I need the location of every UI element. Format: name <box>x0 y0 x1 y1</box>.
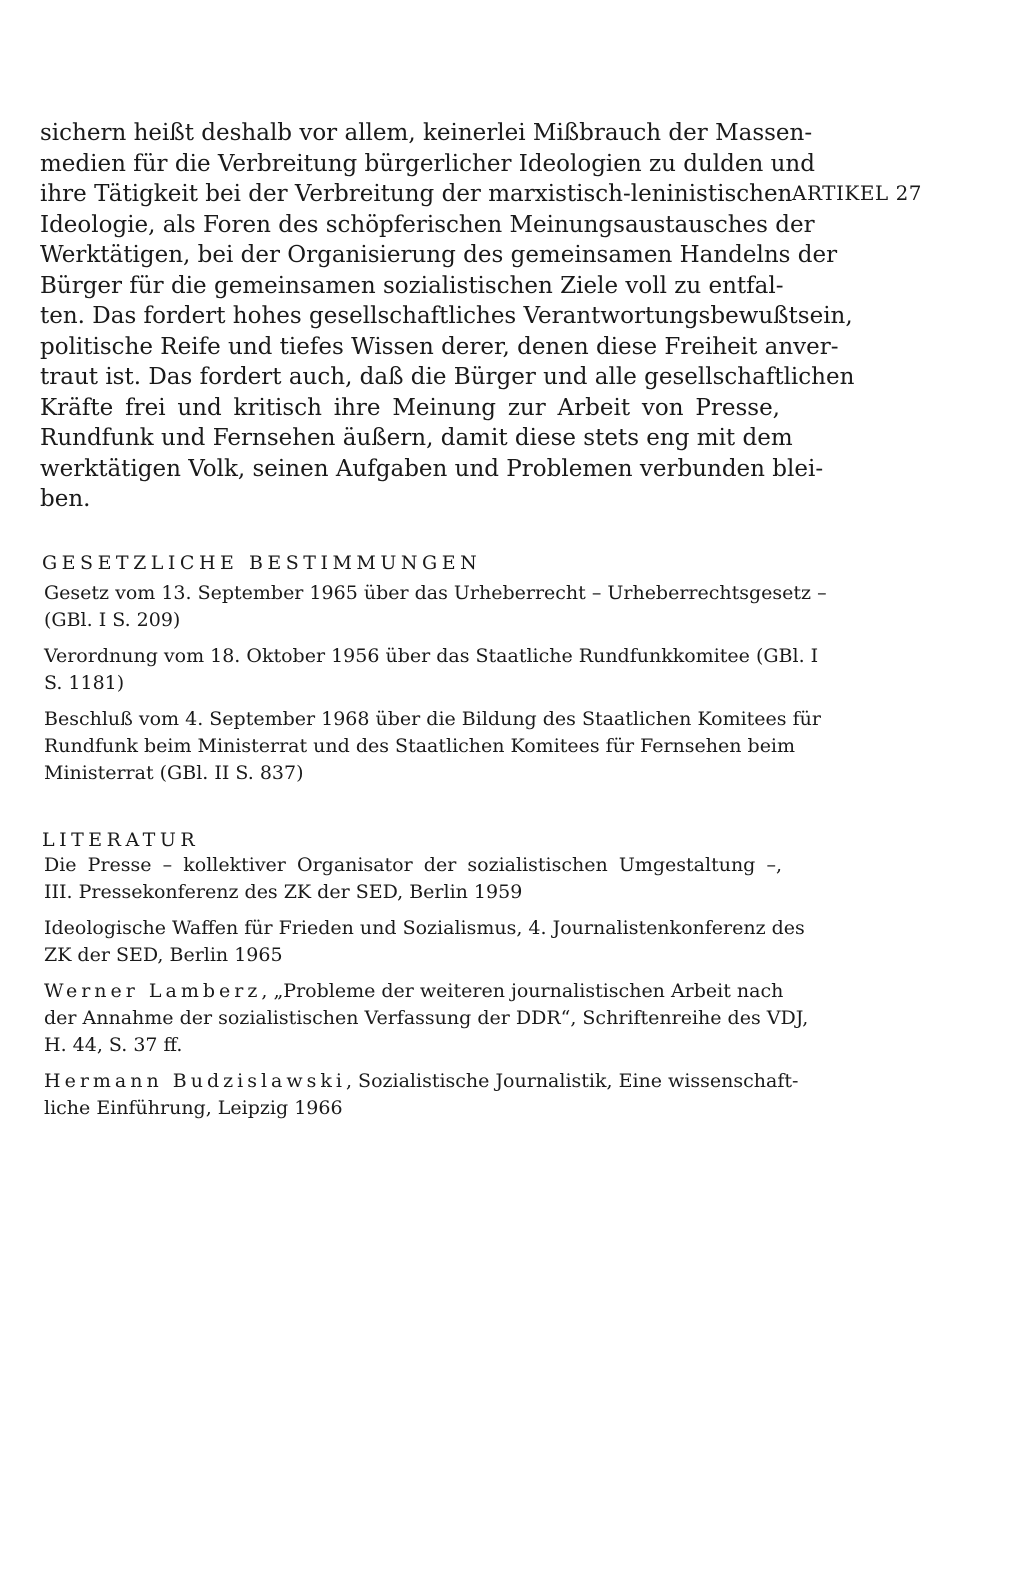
body-line: ihre Tätigkeit bei der Verbreitung der marxistisch-leninistischen <box>40 181 793 207</box>
reference-line: Beschluß vom 4. September 1968 über die Bildung des Staatlichen Komitees für <box>44 708 821 730</box>
reference-line <box>44 978 782 1005</box>
reference-text: , Sozialistische Journalistik, Eine wissenschaft- <box>345 1070 799 1092</box>
reference-line: S. 1181) <box>44 672 125 694</box>
body-line: sichern heißt deshalb vor allem, keinerlei Mißbrauch der Massen- <box>40 120 813 146</box>
author-name: Hermann Budzislawski <box>44 1070 346 1092</box>
reference-line <box>44 1068 799 1095</box>
legal-reference-entry <box>44 643 819 697</box>
author-name: Werner Lamberz <box>44 980 262 1002</box>
reference-line: Verordnung vom 18. Oktober 1956 über das Staatliche Rundfunkkomitee (GBl. I <box>44 645 819 667</box>
body-line: Rundfunk und Fernsehen äußern, damit diese stets eng mit dem <box>40 425 793 451</box>
reference-line: Rundfunk beim Ministerrat und des Staatlichen Komitees für Fernsehen beim <box>44 735 796 757</box>
heading-literatur: LITERATUR <box>42 829 200 851</box>
body-line: ben. <box>40 486 91 512</box>
legal-reference-entry <box>44 580 827 634</box>
literature-entry <box>44 1068 799 1122</box>
body-line: politische Reife und tiefes Wissen derer, denen diese Freiheit anver- <box>40 333 839 360</box>
reference-line: H. 44, S. 37 ff. <box>44 1034 183 1056</box>
body-line: werktätigen Volk, seinen Aufgaben und Problemen verbunden blei- <box>40 455 824 482</box>
legal-references-list <box>44 580 827 796</box>
reference-line: III. Pressekonferenz des ZK der SED, Berlin 1959 <box>44 881 523 903</box>
reference-line: Ministerrat (GBl. II S. 837) <box>44 762 304 784</box>
body-line: medien für die Verbreitung bürgerlicher Ideologien zu dulden und <box>40 150 815 177</box>
heading-gesetzliche-bestimmungen: GESETZLICHE BESTIMMUNGEN <box>42 552 482 574</box>
reference-text: , „Probleme der weiteren journalistischen Arbeit nach <box>261 980 784 1002</box>
reference-line: der Annahme der sozialistischen Verfassung der DDR“, Schriftenreihe des VDJ, <box>44 1007 809 1029</box>
body-paragraph <box>40 118 855 515</box>
body-line: ten. Das fordert hohes gesellschaftliches Verantwortungsbewußtsein, <box>40 303 853 329</box>
body-line: Bürger für die gemeinsamen sozialistischen Ziele voll zu entfal- <box>40 272 784 299</box>
reference-line: ZK der SED, Berlin 1965 <box>44 944 283 966</box>
literature-entry <box>44 915 805 969</box>
body-line: traut ist. Das fordert auch, daß die Bürger und alle gesellschaftlichen <box>40 364 855 390</box>
reference-line: Gesetz vom 13. September 1965 über das Urheberrecht – Urheberrechtsgesetz – <box>44 582 827 604</box>
literature-list <box>44 852 809 1131</box>
reference-line: liche Einführung, Leipzig 1966 <box>44 1097 343 1119</box>
literature-entry <box>44 978 809 1059</box>
reference-line: Ideologische Waffen für Frieden und Sozialismus, 4. Journalistenkonferenz des <box>44 917 805 939</box>
body-line: Kräfte frei und kritisch ihre Meinung zur Arbeit von Presse, <box>40 394 780 421</box>
literature-entry <box>44 852 782 906</box>
reference-line: Die Presse – kollektiver Organisator der sozialistischen Umgestaltung –, <box>44 854 782 876</box>
margin-note-article: ARTIKEL 27 <box>792 181 923 205</box>
reference-line: (GBl. I S. 209) <box>44 609 181 631</box>
body-line: Ideologie, als Foren des schöpferischen Meinungsaustausches der <box>40 211 815 238</box>
body-line: Werktätigen, bei der Organisierung des gemeinsamen Handelns der <box>40 242 838 268</box>
legal-reference-entry <box>44 706 821 787</box>
